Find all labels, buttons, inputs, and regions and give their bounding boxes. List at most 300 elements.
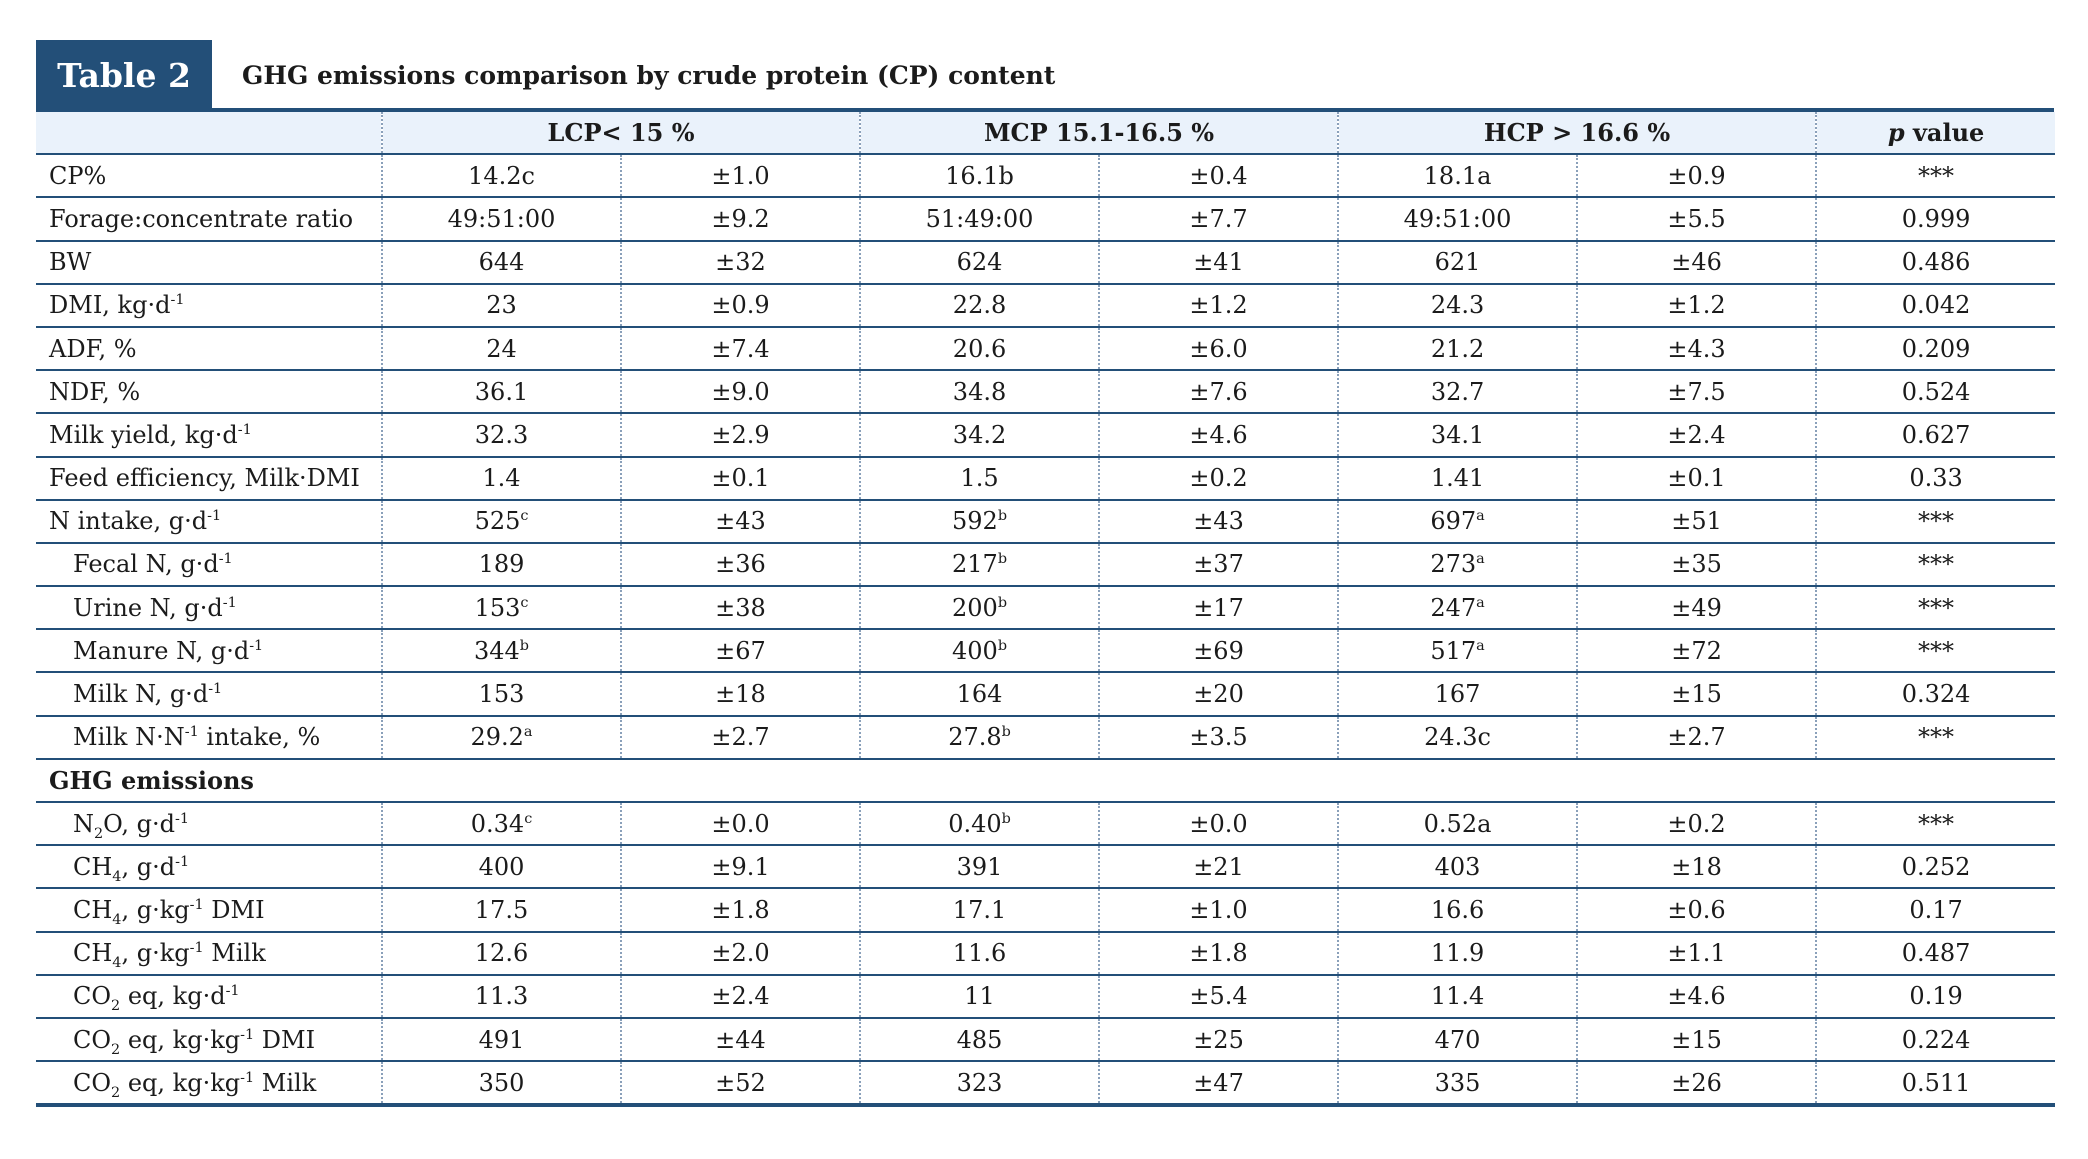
mcp-mean-value: 485	[956, 1025, 1003, 1054]
row-label	[36, 543, 382, 586]
row-label-subscript: 4	[112, 954, 122, 971]
row-label-superscript: -1	[218, 551, 233, 568]
p-value-value: ***	[1918, 161, 1955, 190]
row-label-superscript: -1	[189, 940, 204, 957]
p-value-value: ***	[1918, 809, 1955, 838]
row-label-subscript: 4	[112, 868, 122, 885]
lcp-sd	[621, 457, 860, 500]
hcp-sd	[1577, 672, 1816, 715]
mcp-mean	[860, 1061, 1099, 1105]
hcp-sd-value: ±0.2	[1667, 809, 1726, 838]
lcp-sd	[621, 543, 860, 586]
hcp-sd-value: ±15	[1671, 1025, 1722, 1054]
p-value-value: ***	[1918, 593, 1955, 622]
hcp-sd-value: ±4.6	[1667, 982, 1726, 1011]
hcp-mean-value: 11.9	[1430, 939, 1485, 968]
lcp-mean	[382, 197, 621, 240]
lcp-sd-value: ±9.1	[711, 852, 770, 881]
mcp-mean	[860, 716, 1099, 759]
hcp-mean-value: 0.52a	[1423, 809, 1492, 838]
lcp-mean	[382, 543, 621, 586]
p-value	[1816, 716, 2055, 759]
lcp-mean-superscript: c	[520, 508, 529, 525]
mcp-sd	[1099, 975, 1338, 1018]
mcp-mean-superscript: b	[997, 508, 1008, 525]
p-value-value: 0.33	[1909, 464, 1963, 493]
hcp-mean	[1338, 327, 1577, 370]
hcp-mean	[1338, 845, 1577, 888]
p-value-value: 0.511	[1901, 1068, 1971, 1097]
row-label-subscript: 4	[112, 911, 122, 928]
p-value	[1816, 672, 2055, 715]
p-value-value: 0.999	[1901, 204, 1971, 233]
hcp-sd	[1577, 629, 1816, 672]
p-value	[1816, 932, 2055, 975]
mcp-mean-value: 1.5	[960, 464, 999, 493]
row-label-text: CO	[73, 1068, 112, 1097]
hcp-mean	[1338, 932, 1577, 975]
lcp-mean-value: 153	[478, 680, 525, 709]
hcp-mean-value: 21.2	[1430, 334, 1485, 363]
mcp-mean	[860, 500, 1099, 543]
hcp-mean-value: 273	[1430, 550, 1477, 579]
hcp-mean	[1338, 413, 1577, 456]
header-p-value	[1816, 112, 2055, 154]
mcp-mean-value: 27.8	[948, 723, 1002, 752]
lcp-sd-value: ±43	[715, 507, 766, 536]
row-label	[36, 241, 382, 284]
lcp-mean	[382, 716, 621, 759]
row-label	[36, 975, 382, 1018]
hcp-mean-value: 621	[1434, 248, 1481, 277]
row-label-text-cont: O, g·d	[103, 809, 176, 838]
header-mcp: MCP 15.1-16.5 %	[860, 112, 1338, 154]
hcp-mean-value: 247	[1430, 593, 1477, 622]
row-label-text-cont: eq, kg·kg	[120, 1025, 241, 1054]
lcp-sd	[621, 327, 860, 370]
p-value	[1816, 154, 2055, 197]
hcp-sd-value: ±35	[1671, 550, 1722, 579]
mcp-sd	[1099, 845, 1338, 888]
hcp-sd-value: ±4.3	[1667, 334, 1726, 363]
row-label	[36, 672, 382, 715]
hcp-mean	[1338, 629, 1577, 672]
hcp-sd-value: ±18	[1671, 852, 1722, 881]
lcp-sd	[621, 586, 860, 629]
mcp-mean	[860, 629, 1099, 672]
hcp-mean	[1338, 241, 1577, 284]
table-row	[36, 327, 2055, 370]
p-value-value: 0.224	[1901, 1025, 1971, 1054]
lcp-sd-value: ±36	[715, 550, 766, 579]
mcp-sd-value: ±25	[1193, 1025, 1244, 1054]
row-label	[36, 284, 382, 327]
hcp-mean	[1338, 975, 1577, 1018]
lcp-mean-value: 14.2c	[468, 161, 535, 190]
hcp-mean-superscript: a	[1476, 637, 1485, 654]
lcp-mean-value: 1.4	[482, 464, 521, 493]
mcp-sd	[1099, 500, 1338, 543]
mcp-sd	[1099, 370, 1338, 413]
hcp-mean-value: 167	[1434, 680, 1481, 709]
hcp-sd	[1577, 802, 1816, 845]
row-label	[36, 888, 382, 931]
row-label-text: Milk N, g·d	[73, 680, 209, 709]
p-value-value: 0.209	[1901, 334, 1971, 363]
mcp-mean-value: 391	[956, 852, 1003, 881]
mcp-mean-value: 0.40	[948, 809, 1002, 838]
p-value	[1816, 413, 2055, 456]
mcp-mean-value: 164	[956, 680, 1003, 709]
row-label	[36, 716, 382, 759]
table-row	[36, 370, 2055, 413]
hcp-sd-value: ±26	[1671, 1068, 1722, 1097]
header-p-rest: value	[1904, 118, 1985, 148]
row-label-text-tail: DMI	[254, 1025, 316, 1054]
p-value-value: 0.627	[1901, 420, 1971, 449]
mcp-sd	[1099, 241, 1338, 284]
hcp-sd	[1577, 1061, 1816, 1105]
hcp-sd	[1577, 197, 1816, 240]
lcp-mean	[382, 370, 621, 413]
lcp-mean-value: 491	[478, 1025, 525, 1054]
mcp-mean-superscript: b	[997, 637, 1008, 654]
row-label-superscript: -1	[208, 681, 223, 698]
lcp-mean	[382, 154, 621, 197]
hcp-sd-value: ±2.4	[1667, 420, 1726, 449]
row-label-subscript: 2	[111, 1084, 121, 1101]
row-label-text-tail: DMI	[203, 895, 265, 924]
lcp-sd	[621, 629, 860, 672]
hcp-mean-value: 517	[1430, 636, 1477, 665]
mcp-mean-value: 34.8	[952, 377, 1007, 406]
hcp-sd-value: ±7.5	[1667, 377, 1726, 406]
row-label-superscript: -1	[222, 594, 237, 611]
hcp-mean	[1338, 888, 1577, 931]
hcp-sd	[1577, 370, 1816, 413]
table-title: GHG emissions comparison by crude protein (CP) content	[242, 61, 1056, 90]
mcp-mean-value: 11.6	[952, 939, 1007, 968]
mcp-mean-value: 592	[952, 507, 998, 536]
lcp-mean-value: 12.6	[474, 939, 529, 968]
lcp-mean	[382, 932, 621, 975]
row-label	[36, 1061, 382, 1105]
mcp-sd-value: ±17	[1193, 593, 1244, 622]
row-label-text: ADF, %	[49, 334, 137, 363]
row-label-text: BW	[49, 248, 92, 277]
hcp-mean-value: 32.7	[1430, 377, 1485, 406]
hcp-sd-value: ±51	[1671, 507, 1722, 536]
mcp-mean	[860, 1018, 1099, 1061]
lcp-sd-value: ±2.4	[711, 982, 770, 1011]
mcp-mean	[860, 241, 1099, 284]
mcp-sd	[1099, 413, 1338, 456]
hcp-mean	[1338, 543, 1577, 586]
lcp-mean	[382, 629, 621, 672]
table-row	[36, 543, 2055, 586]
hcp-sd	[1577, 241, 1816, 284]
p-value	[1816, 500, 2055, 543]
mcp-sd	[1099, 543, 1338, 586]
hcp-mean	[1338, 716, 1577, 759]
row-label	[36, 457, 382, 500]
mcp-sd-value: ±43	[1193, 507, 1244, 536]
lcp-mean	[382, 1018, 621, 1061]
row-label	[36, 500, 382, 543]
lcp-sd-value: ±7.4	[711, 334, 770, 363]
lcp-mean-value: 0.34	[470, 809, 525, 838]
lcp-sd-value: ±9.0	[711, 377, 770, 406]
mcp-mean-value: 22.8	[952, 291, 1007, 320]
row-label	[36, 932, 382, 975]
lcp-mean-value: 23	[486, 291, 517, 320]
table-row	[36, 586, 2055, 629]
table-row	[36, 975, 2055, 1018]
table-row	[36, 241, 2055, 284]
p-value-value: ***	[1918, 550, 1955, 579]
lcp-mean-superscript: c	[520, 594, 529, 611]
mcp-sd	[1099, 586, 1338, 629]
mcp-mean	[860, 802, 1099, 845]
p-value-value: ***	[1918, 507, 1955, 536]
mcp-mean-value: 200	[952, 593, 998, 622]
table-row	[36, 1061, 2055, 1105]
hcp-sd	[1577, 457, 1816, 500]
table-row	[36, 932, 2055, 975]
row-label-text-cont: , g·kg	[121, 939, 190, 968]
section-row	[36, 759, 2055, 802]
row-label-text: Forage:concentrate ratio	[49, 204, 354, 233]
p-value-value: ***	[1918, 636, 1955, 665]
mcp-sd-value: ±1.0	[1189, 895, 1248, 924]
lcp-mean-superscript: c	[524, 810, 533, 827]
mcp-mean-value: 400	[952, 636, 998, 665]
lcp-mean	[382, 1061, 621, 1105]
mcp-mean-superscript: b	[997, 594, 1008, 611]
mcp-mean-value: 16.1b	[945, 161, 1014, 190]
lcp-mean-value: 644	[478, 248, 525, 277]
hcp-sd	[1577, 413, 1816, 456]
row-label-superscript: -1	[170, 292, 185, 309]
mcp-sd-value: ±0.2	[1189, 464, 1248, 493]
mcp-sd-value: ±41	[1193, 248, 1244, 277]
hcp-sd-value: ±2.7	[1667, 723, 1726, 752]
mcp-mean	[860, 845, 1099, 888]
hcp-sd-value: ±0.9	[1667, 161, 1726, 190]
mcp-sd	[1099, 802, 1338, 845]
row-label-text: Feed efficiency, Milk·DMI	[49, 464, 360, 493]
lcp-mean-value: 400	[478, 852, 525, 881]
p-value	[1816, 457, 2055, 500]
hcp-mean-value: 24.3	[1430, 291, 1485, 320]
row-label-text-tail: Milk	[254, 1068, 317, 1097]
hcp-mean	[1338, 197, 1577, 240]
lcp-sd	[621, 1061, 860, 1105]
p-value	[1816, 370, 2055, 413]
lcp-mean	[382, 284, 621, 327]
mcp-sd	[1099, 327, 1338, 370]
row-label-text: CH	[73, 895, 113, 924]
mcp-mean-superscript: b	[997, 551, 1008, 568]
row-label	[36, 629, 382, 672]
row-label	[36, 845, 382, 888]
hcp-sd-value: ±49	[1671, 593, 1722, 622]
row-label	[36, 197, 382, 240]
lcp-mean-superscript: b	[519, 637, 530, 654]
lcp-mean	[382, 457, 621, 500]
hcp-sd	[1577, 586, 1816, 629]
row-label-text: N intake, g·d	[49, 507, 208, 536]
row-label-text: NDF, %	[49, 377, 141, 406]
mcp-mean-value: 11	[964, 982, 995, 1011]
p-value-value: 0.252	[1901, 852, 1971, 881]
row-label-superscript: -1	[189, 896, 204, 913]
lcp-sd-value: ±0.1	[711, 464, 770, 493]
lcp-sd	[621, 932, 860, 975]
row-label-superscript: -1	[207, 508, 222, 525]
row-label	[36, 327, 382, 370]
mcp-mean	[860, 888, 1099, 931]
header-p-italic: p	[1887, 118, 1905, 148]
mcp-mean	[860, 975, 1099, 1018]
mcp-sd-value: ±37	[1193, 550, 1244, 579]
row-label	[36, 1018, 382, 1061]
hcp-mean	[1338, 370, 1577, 413]
hcp-sd-value: ±46	[1671, 248, 1722, 277]
mcp-sd-value: ±69	[1193, 636, 1244, 665]
lcp-sd-value: ±38	[715, 593, 766, 622]
lcp-sd-value: ±52	[715, 1068, 766, 1097]
row-label-text: Manure N, g·d	[73, 636, 250, 665]
hcp-mean-superscript: a	[1476, 551, 1485, 568]
p-value	[1816, 543, 2055, 586]
mcp-mean	[860, 543, 1099, 586]
hcp-mean-value: 16.6	[1430, 895, 1485, 924]
lcp-mean-superscript: a	[523, 724, 533, 741]
hcp-sd	[1577, 975, 1816, 1018]
mcp-sd	[1099, 932, 1338, 975]
hcp-mean-value: 403	[1434, 852, 1481, 881]
lcp-mean-value: 49:51:00	[447, 204, 556, 233]
hcp-mean	[1338, 1061, 1577, 1105]
p-value	[1816, 1061, 2055, 1105]
mcp-sd	[1099, 1061, 1338, 1105]
p-value-value: 0.17	[1909, 895, 1963, 924]
p-value-value: 0.487	[1901, 939, 1971, 968]
row-label-superscript: -1	[240, 1026, 255, 1043]
row-label-subscript: 2	[111, 1041, 121, 1058]
p-value-value: 0.19	[1909, 982, 1963, 1011]
lcp-mean	[382, 500, 621, 543]
lcp-sd-value: ±2.0	[711, 939, 770, 968]
row-label-subscript: 2	[94, 825, 104, 842]
mcp-sd	[1099, 457, 1338, 500]
header-empty-cell	[36, 112, 382, 154]
mcp-mean	[860, 586, 1099, 629]
hcp-mean-value: 697	[1430, 507, 1477, 536]
lcp-sd	[621, 241, 860, 284]
lcp-sd	[621, 413, 860, 456]
lcp-sd-value: ±44	[715, 1025, 766, 1054]
p-value	[1816, 802, 2055, 845]
table-row	[36, 197, 2055, 240]
lcp-mean	[382, 975, 621, 1018]
lcp-sd	[621, 500, 860, 543]
table-row	[36, 413, 2055, 456]
table-row	[36, 802, 2055, 845]
mcp-sd	[1099, 888, 1338, 931]
header-hcp: HCP > 16.6 %	[1338, 112, 1816, 154]
section-label: GHG emissions	[36, 759, 2055, 802]
mcp-mean	[860, 457, 1099, 500]
lcp-mean-value: 29.2	[470, 723, 524, 752]
mcp-sd-value: ±3.5	[1189, 723, 1248, 752]
p-value	[1816, 327, 2055, 370]
row-label-text-tail: Milk	[203, 939, 266, 968]
row-label-superscript: -1	[240, 1069, 255, 1086]
hcp-mean-value: 1.41	[1430, 464, 1485, 493]
lcp-sd	[621, 845, 860, 888]
mcp-sd-value: ±5.4	[1189, 982, 1248, 1011]
row-label	[36, 802, 382, 845]
mcp-sd-value: ±20	[1193, 680, 1244, 709]
hcp-mean-superscript: a	[1476, 594, 1485, 611]
mcp-sd-value: ±47	[1193, 1068, 1244, 1097]
p-value	[1816, 845, 2055, 888]
hcp-sd-value: ±15	[1671, 680, 1722, 709]
lcp-mean-value: 32.3	[474, 420, 529, 449]
row-label-text-cont: , g·d	[121, 852, 176, 881]
lcp-sd	[621, 284, 860, 327]
hcp-mean	[1338, 284, 1577, 327]
lcp-sd-value: ±0.9	[711, 291, 770, 320]
lcp-mean-value: 24	[486, 334, 517, 363]
table-row	[36, 672, 2055, 715]
p-value	[1816, 888, 2055, 931]
mcp-mean	[860, 672, 1099, 715]
hcp-mean-value: 11.4	[1430, 982, 1485, 1011]
row-label-subscript: 2	[111, 998, 121, 1015]
row-label-text-cont: , g·kg	[121, 895, 190, 924]
hcp-mean-value: 335	[1434, 1068, 1481, 1097]
hcp-sd-value: ±5.5	[1667, 204, 1726, 233]
hcp-sd-value: ±0.6	[1667, 895, 1726, 924]
hcp-mean	[1338, 586, 1577, 629]
hcp-sd-value: ±72	[1671, 636, 1722, 665]
hcp-sd	[1577, 284, 1816, 327]
mcp-mean-value: 624	[956, 248, 1003, 277]
mcp-mean-superscript: b	[1001, 810, 1011, 827]
header-lcp: LCP< 15 %	[382, 112, 860, 154]
header-row	[36, 112, 2055, 154]
lcp-sd	[621, 802, 860, 845]
row-label	[36, 413, 382, 456]
hcp-sd	[1577, 154, 1816, 197]
mcp-sd	[1099, 716, 1338, 759]
mcp-sd-value: ±7.6	[1189, 377, 1248, 406]
mcp-mean-superscript: b	[1001, 724, 1011, 741]
hcp-mean-value: 24.3c	[1424, 723, 1491, 752]
p-value-value: 0.524	[1901, 377, 1971, 406]
hcp-mean-value: 49:51:00	[1403, 204, 1512, 233]
mcp-sd	[1099, 672, 1338, 715]
mcp-mean	[860, 370, 1099, 413]
mcp-mean	[860, 284, 1099, 327]
row-label-superscript: -1	[237, 421, 252, 438]
row-label	[36, 586, 382, 629]
row-label-text: Fecal N, g·d	[73, 550, 219, 579]
p-value	[1816, 197, 2055, 240]
